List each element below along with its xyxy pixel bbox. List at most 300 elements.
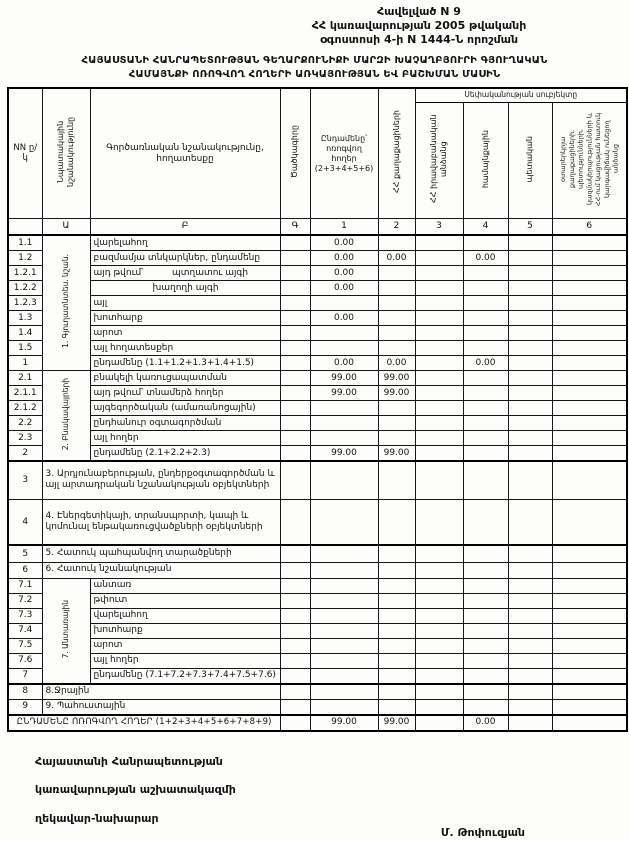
grand-total-row	[8, 715, 627, 731]
value-cell	[508, 499, 552, 545]
row-number-cell: 7.1	[8, 578, 42, 593]
value-cell	[463, 684, 508, 700]
value-cell	[508, 266, 552, 281]
title-line-1: ՀԱՅԱՍՏԱՆԻ ՀԱՆՐԱՊԵՏՈՒԹՅԱՆ ԳԵՂԱՐՔՈՒՆԻՔԻ ՄԱՐԶԻ ԽԱՉԱՂԲՅՈՒՐԻ ԳՅՈՒՂԱԿԱՆ	[81, 55, 548, 67]
value-cell	[552, 461, 627, 499]
code-cell	[280, 416, 310, 431]
code-cell	[280, 715, 310, 731]
value-cell	[310, 341, 378, 356]
value-cell: 0.00	[378, 251, 415, 266]
code-cell	[280, 653, 310, 668]
table-row	[8, 386, 627, 401]
table-row	[8, 326, 627, 341]
value-cell	[463, 593, 508, 608]
value-cell	[415, 593, 463, 608]
category-group-label: 7. Անտառային	[61, 599, 71, 659]
value-cell	[415, 638, 463, 653]
value-cell	[378, 593, 415, 608]
table-row	[8, 578, 627, 593]
code-cell	[280, 461, 310, 499]
row-number-cell: 1.2	[8, 251, 42, 266]
table-row	[8, 235, 627, 251]
row-label-cell: ընդամենը (7.1+7.2+7.3+7.4+7.5+7.6)	[90, 668, 280, 684]
value-cell	[508, 326, 552, 341]
row-number-cell: 6	[8, 562, 42, 578]
value-cell	[310, 608, 378, 623]
value-cell	[378, 296, 415, 311]
value-cell	[508, 545, 552, 562]
community-header-text: համայնքային	[480, 129, 490, 188]
value-cell	[415, 499, 463, 545]
row-number-cell: 7	[8, 668, 42, 684]
row-label-cell: բազմամյա տնկարկներ, ընդամենը	[90, 251, 280, 266]
value-cell: 0.00	[310, 251, 378, 266]
value-cell: 99.00	[310, 386, 378, 401]
value-cell	[378, 562, 415, 578]
value-cell	[310, 296, 378, 311]
row-number-cell: 1.1	[8, 235, 42, 251]
value-cell	[415, 386, 463, 401]
row-number-cell: 2.1	[8, 371, 42, 386]
value-cell	[552, 715, 627, 731]
value-cell	[378, 608, 415, 623]
value-cell	[463, 461, 508, 499]
table-row	[8, 499, 627, 545]
letter-cell: Բ	[90, 219, 280, 236]
value-cell	[463, 668, 508, 684]
value-cell	[552, 341, 627, 356]
value-cell	[552, 668, 627, 684]
value-cell	[463, 638, 508, 653]
row-number-cell: 1.4	[8, 326, 42, 341]
row-label-cell: 6. Հատուկ նշանակության	[42, 562, 280, 578]
purpose-header-text: Նպատակային նշանակությունը	[56, 116, 75, 188]
table-row	[8, 699, 627, 715]
value-cell	[463, 281, 508, 296]
row-label-cell: այլ հողեր	[90, 431, 280, 446]
code-cell	[280, 578, 310, 593]
letter-cell: 5	[508, 219, 552, 236]
value-cell	[463, 386, 508, 401]
header-row-letters	[8, 219, 627, 236]
value-cell: 0.00	[463, 715, 508, 731]
category-group-label: 1. Գյուղատնտես. նշան.	[61, 254, 71, 349]
value-cell	[378, 281, 415, 296]
row-label-cell: արոտ	[90, 638, 280, 653]
value-cell	[552, 638, 627, 653]
value-cell	[378, 341, 415, 356]
value-cell	[508, 431, 552, 446]
value-cell	[508, 684, 552, 700]
header-row-ownership	[8, 88, 627, 102]
row-number-cell: 8	[8, 684, 42, 700]
code-cell	[280, 371, 310, 386]
letter-cell: 2	[378, 219, 415, 236]
value-cell	[463, 296, 508, 311]
code-cell	[280, 431, 310, 446]
value-cell	[378, 638, 415, 653]
value-cell	[310, 653, 378, 668]
value-cell	[552, 446, 627, 462]
code-cell	[280, 623, 310, 638]
table-row	[8, 623, 627, 638]
value-cell	[378, 266, 415, 281]
letter-cell: 6	[552, 219, 627, 236]
row-label-cell: ընդհանուր օգտագործման	[90, 416, 280, 431]
value-cell	[415, 578, 463, 593]
value-cell	[508, 668, 552, 684]
value-cell	[415, 653, 463, 668]
table-row	[8, 638, 627, 653]
letter-cell: 1	[310, 219, 378, 236]
code-cell	[280, 386, 310, 401]
value-cell	[415, 251, 463, 266]
value-cell	[552, 545, 627, 562]
value-cell	[378, 545, 415, 562]
category-group-cell	[42, 235, 90, 371]
value-cell	[415, 446, 463, 462]
value-cell	[415, 401, 463, 416]
value-cell	[552, 296, 627, 311]
value-cell	[463, 545, 508, 562]
land-distribution-table	[7, 87, 628, 731]
row-number-cell: 5	[8, 545, 42, 562]
value-cell	[378, 578, 415, 593]
row-number-cell: 2.1.2	[8, 401, 42, 416]
value-cell	[463, 235, 508, 251]
value-cell	[415, 371, 463, 386]
value-cell: 0.00	[378, 356, 415, 371]
value-cell	[415, 684, 463, 700]
value-cell: 99.00	[378, 386, 415, 401]
value-cell	[552, 499, 627, 545]
value-cell	[463, 371, 508, 386]
value-cell	[552, 326, 627, 341]
value-cell	[552, 593, 627, 608]
row-number-cell: 1	[8, 356, 42, 371]
code-cell	[280, 699, 310, 715]
value-cell	[552, 431, 627, 446]
value-cell	[415, 668, 463, 684]
value-cell	[552, 578, 627, 593]
value-cell	[415, 235, 463, 251]
letter-cell: 4	[463, 219, 508, 236]
code-header-text: Ծածկագիրը	[290, 125, 299, 179]
row-number-cell: 2.2	[8, 416, 42, 431]
value-cell	[463, 562, 508, 578]
value-cell	[508, 608, 552, 623]
table-row	[8, 431, 627, 446]
table-row	[8, 684, 627, 700]
code-cell	[280, 545, 310, 562]
value-cell: 99.00	[378, 371, 415, 386]
table-row	[8, 653, 627, 668]
value-cell	[310, 593, 378, 608]
signer-title-line-2: կառավարության աշխատակազմի	[35, 783, 236, 797]
document-footer	[35, 741, 595, 841]
value-cell	[463, 608, 508, 623]
legal-header-text: ՀՀ իրավաբանական անձանց	[429, 114, 448, 203]
value-cell	[415, 356, 463, 371]
code-cell	[280, 296, 310, 311]
row-number-cell: 7.4	[8, 623, 42, 638]
value-cell: 99.00	[310, 715, 378, 731]
value-cell	[508, 371, 552, 386]
value-cell	[415, 311, 463, 326]
value-cell	[508, 311, 552, 326]
signer-title-line-1: Հայաստանի Հանրապետության	[35, 754, 223, 768]
appendix-line-1: Հավելված N 9	[377, 5, 461, 18]
value-cell	[378, 668, 415, 684]
value-cell: 0.00	[310, 266, 378, 281]
row-label-cell: թփուտ	[90, 593, 280, 608]
value-cell	[415, 623, 463, 638]
row-number-cell: 7.5	[8, 638, 42, 653]
code-cell	[280, 446, 310, 462]
col-header-legal	[415, 102, 463, 218]
value-cell	[508, 699, 552, 715]
category-group-label: 2. Բնակավայրերի	[61, 377, 71, 451]
appendix-line-2: ՀՀ կառավարության 2005 թվականի	[311, 19, 527, 33]
value-cell: 0.00	[463, 251, 508, 266]
value-cell	[378, 699, 415, 715]
col-header-functional: Գործառնական նշանակությունը, հողատեսքը	[90, 88, 280, 218]
row-number-cell: 1.2.1	[8, 266, 42, 281]
row-number-cell: 2.3	[8, 431, 42, 446]
value-cell: 99.00	[378, 446, 415, 462]
row-number-cell: 7.3	[8, 608, 42, 623]
value-cell	[463, 341, 508, 356]
row-label-cell: ընդամենը (2.1+2.2+2.3)	[90, 446, 280, 462]
table-row	[8, 416, 627, 431]
ownership-span-header: Սեփականության սուբյեկտը	[415, 88, 627, 102]
appendix-line-3: օգոստոսի 4-ի N 1444-Ն որոշման	[319, 33, 519, 47]
value-cell	[463, 653, 508, 668]
value-cell	[508, 281, 552, 296]
col-header-community	[463, 102, 508, 218]
value-cell	[552, 562, 627, 578]
row-label-cell: անտառ	[90, 578, 280, 593]
value-cell	[310, 545, 378, 562]
row-label-cell: վարելահող	[90, 608, 280, 623]
value-cell	[378, 499, 415, 545]
code-cell	[280, 499, 310, 545]
row-label-cell: բնակելի կառուցապատման	[90, 371, 280, 386]
value-cell	[552, 386, 627, 401]
value-cell	[415, 296, 463, 311]
row-label-cell: այլ հողատեսքեր	[90, 341, 280, 356]
table-row	[8, 371, 627, 386]
table-row	[8, 461, 627, 499]
value-cell	[552, 699, 627, 715]
table-row	[8, 296, 627, 311]
row-label-cell: այդ թվում՝ պտղատու այգի	[90, 266, 280, 281]
value-cell	[508, 638, 552, 653]
table-body	[8, 235, 627, 731]
value-cell	[415, 699, 463, 715]
table-row	[8, 341, 627, 356]
row-number-cell: 1.2.3	[8, 296, 42, 311]
value-cell	[552, 653, 627, 668]
value-cell	[463, 499, 508, 545]
row-number-cell: 7.6	[8, 653, 42, 668]
foreign-header-text: օտարերկրյա քաղաքացիների, պետությունների, կազմակերպությունների և ՀՀ-ում կացության հատուկ կարգավիճակ ունեցող անձանց	[558, 112, 620, 206]
row-label-cell: 5. Հատուկ պահպանվող տարածքների	[42, 545, 280, 562]
value-cell	[552, 608, 627, 623]
value-cell	[552, 251, 627, 266]
value-cell	[508, 401, 552, 416]
row-label-cell: 8.Ջրային	[42, 684, 280, 700]
code-cell	[280, 684, 310, 700]
value-cell	[310, 431, 378, 446]
letter-cell	[8, 219, 42, 236]
value-cell	[508, 593, 552, 608]
value-cell	[415, 326, 463, 341]
value-cell	[415, 608, 463, 623]
document-page	[0, 5, 629, 840]
value-cell	[552, 623, 627, 638]
row-number-cell: 1.2.2	[8, 281, 42, 296]
table-row	[8, 356, 627, 371]
value-cell	[508, 461, 552, 499]
value-cell	[415, 431, 463, 446]
value-cell	[310, 461, 378, 499]
row-label-cell: վարելահող	[90, 235, 280, 251]
table-row	[8, 266, 627, 281]
value-cell	[378, 311, 415, 326]
value-cell	[508, 623, 552, 638]
value-cell	[508, 578, 552, 593]
value-cell	[552, 266, 627, 281]
code-cell	[280, 668, 310, 684]
code-cell	[280, 608, 310, 623]
value-cell	[415, 545, 463, 562]
value-cell	[463, 326, 508, 341]
row-number-cell: 1.3	[8, 311, 42, 326]
code-cell	[280, 266, 310, 281]
row-number-cell: 7.2	[8, 593, 42, 608]
col-header-code	[280, 88, 310, 218]
value-cell: 0.00	[310, 281, 378, 296]
row-label-cell: խոտհարք	[90, 623, 280, 638]
value-cell	[378, 431, 415, 446]
letter-cell: Գ	[280, 219, 310, 236]
category-group-cell	[42, 578, 90, 684]
value-cell	[508, 251, 552, 266]
table-row	[8, 446, 627, 462]
row-label-cell: այլ հողեր	[90, 653, 280, 668]
table-row	[8, 251, 627, 266]
grand-total-label: ԸՆԴԱՄԵՆԸ ՈՌՈԳՎՈՂ ՀՈՂԵՐ (1+2+3+4+5+6+7+8+9)	[8, 715, 280, 731]
code-cell	[280, 401, 310, 416]
value-cell: 0.00	[310, 356, 378, 371]
row-label-cell: ընդամենը (1.1+1.2+1.3+1.4+1.5)	[90, 356, 280, 371]
category-group-cell	[42, 371, 90, 462]
col-header-citizens	[378, 88, 415, 218]
code-cell	[280, 251, 310, 266]
value-cell	[415, 461, 463, 499]
signature-name: Մ. Թոփուզյան	[440, 826, 525, 840]
row-label-cell: այլ	[90, 296, 280, 311]
value-cell	[310, 401, 378, 416]
row-label-cell: խաղողի այգի	[90, 281, 280, 296]
value-cell	[310, 562, 378, 578]
row-number-cell: 4	[8, 499, 42, 545]
signer-title-line-3: ղեկավար-նախարար	[35, 812, 159, 826]
value-cell	[378, 416, 415, 431]
value-cell	[415, 715, 463, 731]
value-cell	[378, 653, 415, 668]
value-cell	[508, 296, 552, 311]
title-line-2: ՀԱՄԱՅՆՔԻ ՈՌՈԳՎՈՂ ՀՈՂԵՐԻ ԱՌԿԱՅՈՒԹՅԱՆ ԵՎ ԲԱՇԽՄԱՆ ՄԱՍԻՆ	[128, 68, 501, 80]
value-cell: 99.00	[378, 715, 415, 731]
row-label-cell: արոտ	[90, 326, 280, 341]
value-cell: 0.00	[463, 356, 508, 371]
value-cell	[508, 386, 552, 401]
value-cell	[552, 684, 627, 700]
code-cell	[280, 311, 310, 326]
value-cell	[310, 684, 378, 700]
row-label-cell: 3. Արդյունաբերության, ընդերքօգտագործման և այլ արտադրական նշանակության օբյեկտների	[42, 461, 280, 499]
col-header-purpose	[42, 88, 90, 218]
letter-cell: Ա	[42, 219, 90, 236]
row-number-cell: 2.1.1	[8, 386, 42, 401]
table-row	[8, 545, 627, 562]
code-cell	[280, 638, 310, 653]
value-cell	[508, 341, 552, 356]
row-number-cell: 9	[8, 699, 42, 715]
row-number-cell: 3	[8, 461, 42, 499]
row-label-cell: խոտհարք	[90, 311, 280, 326]
value-cell	[310, 578, 378, 593]
table-row	[8, 593, 627, 608]
value-cell	[415, 281, 463, 296]
col-header-state	[508, 102, 552, 218]
code-cell	[280, 562, 310, 578]
table-row	[8, 562, 627, 578]
value-cell	[310, 638, 378, 653]
table-row	[8, 401, 627, 416]
value-cell	[463, 623, 508, 638]
value-cell	[463, 446, 508, 462]
value-cell	[378, 326, 415, 341]
value-cell	[415, 562, 463, 578]
row-label-cell: 4. Էներգետիկայի, տրանսպորտի, կապի և կոմունալ ենթակառուցվածքների օբյեկտների	[42, 499, 280, 545]
value-cell	[552, 235, 627, 251]
letter-cell: 3	[415, 219, 463, 236]
appendix-note	[269, 5, 569, 47]
value-cell	[508, 446, 552, 462]
value-cell	[310, 623, 378, 638]
value-cell	[415, 266, 463, 281]
value-cell	[463, 416, 508, 431]
value-cell	[552, 356, 627, 371]
table-row	[8, 608, 627, 623]
row-label-cell: այգեգործական (ամառանոցային)	[90, 401, 280, 416]
value-cell	[552, 371, 627, 386]
row-number-cell: 2	[8, 446, 42, 462]
row-label-cell: 9. Պահուստային	[42, 699, 280, 715]
code-cell	[280, 326, 310, 341]
value-cell	[378, 235, 415, 251]
value-cell	[463, 401, 508, 416]
table-row	[8, 668, 627, 684]
value-cell	[508, 653, 552, 668]
state-header-text: պետական	[525, 135, 534, 182]
code-cell	[280, 593, 310, 608]
col-header-foreign	[552, 102, 627, 218]
value-cell: 99.00	[310, 446, 378, 462]
